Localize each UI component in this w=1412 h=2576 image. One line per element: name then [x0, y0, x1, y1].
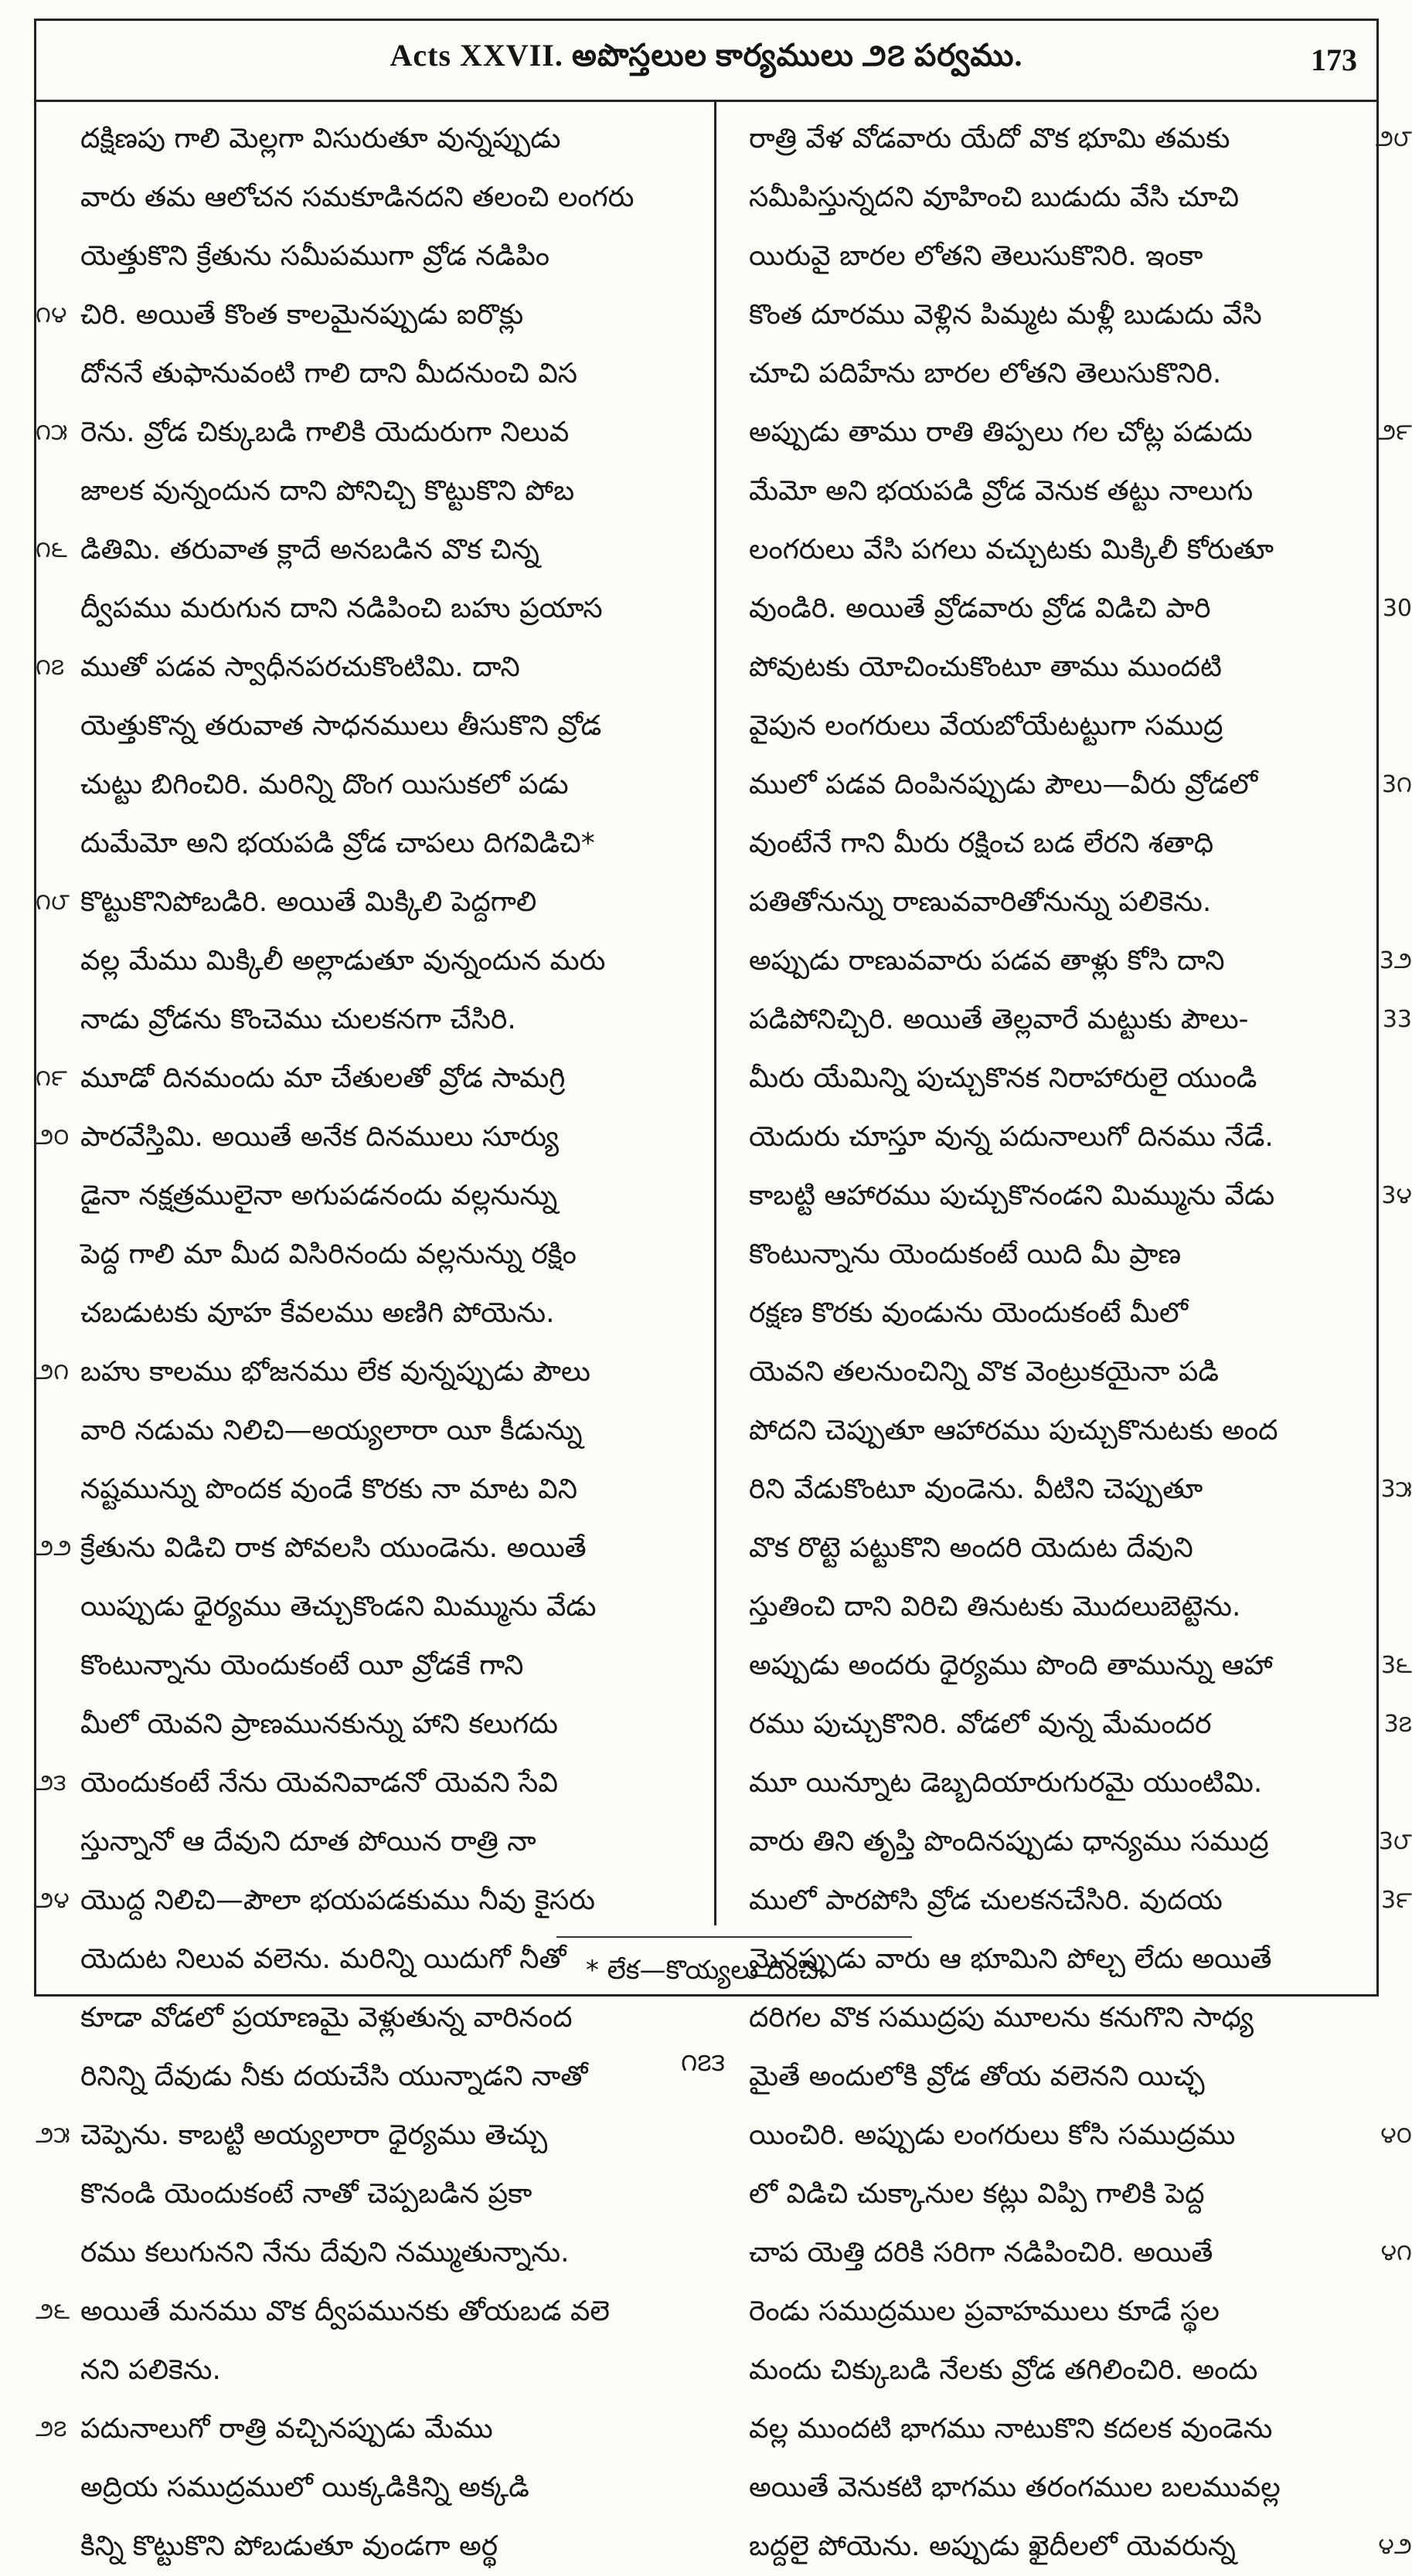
- text-line: [749, 110, 1412, 168]
- text-line: [80, 991, 691, 1049]
- verse-number: 3౬: [1380, 1652, 1412, 1679]
- line-text: పదునాలుగో రాత్రి వచ్చినప్పుడు మేము: [80, 2413, 493, 2445]
- text-line: [749, 1225, 1367, 1284]
- line-text: డితిమి. తరువాత క్లాదే అనబడిన వొక చిన్న: [80, 534, 539, 566]
- line-text: వైపున లంగరులు వేయబోయేటట్టుగా సముద్ర: [749, 710, 1223, 742]
- right-column: [749, 110, 1412, 2576]
- line-text: కొట్టుకొనిపోబడిరి. అయితే మిక్కిలి పెద్దగాలి: [80, 886, 537, 918]
- left-column: [36, 110, 691, 2576]
- line-text: అద్రియ సముద్రములో యిక్కడికిన్ని అక్కడి: [80, 2472, 529, 2503]
- text-line: [749, 756, 1412, 814]
- line-text: చాప యెత్తి దరికి సరిగా నడిపించిరి. అయితే: [749, 2237, 1213, 2268]
- line-text: పడిపోనిచ్చిరి. అయితే తెల్లవారే మట్టుకు పౌలు-: [749, 1004, 1249, 1035]
- line-text: యెదురు చూస్తూ వున్న పదునాలుగో దినము నేడే.: [749, 1121, 1274, 1153]
- line-text: పోదని చెప్పుతూ ఆహారము పుచ్చుకొనుటకు అంద: [749, 1415, 1278, 1446]
- line-text: వుండిరి. అయితే వ్రోడవారు వ్రోడ విడిచి పారి: [749, 593, 1211, 624]
- verse-number: ౨౨: [36, 1534, 72, 1562]
- text-line: [80, 2224, 691, 2282]
- text-line: [749, 227, 1367, 286]
- text-line: [749, 697, 1367, 756]
- verse-number: 3౨: [1379, 947, 1412, 974]
- text-line: [749, 1578, 1367, 1636]
- text-line: [749, 2106, 1412, 2165]
- verse-number: ౧౪: [36, 301, 67, 328]
- text-line: [749, 2165, 1367, 2224]
- verse-number: ౨౪: [36, 1887, 70, 1914]
- text-line: [749, 403, 1412, 462]
- text-line: [749, 814, 1367, 873]
- text-line: [80, 1578, 691, 1636]
- line-text: పతితోనున్ను రాణువవారితోనున్ను పలికెను.: [749, 886, 1212, 918]
- text-line: [749, 462, 1367, 521]
- text-line: [749, 2400, 1367, 2459]
- text-line: [749, 2224, 1412, 2282]
- line-text: రక్షణ కొరకు వుండును యెందుకంటే మీలో: [749, 1297, 1189, 1329]
- line-text: వల్ల మేము మిక్కిలీ అల్లాడుతూ వున్నందున మరు: [80, 945, 606, 977]
- line-text: యిరువై బారల లోతని తెలుసుకొనిరి. ఇంకా: [749, 240, 1203, 272]
- text-line: [36, 2106, 691, 2165]
- verse-number: ౨౭: [36, 2415, 67, 2442]
- line-text: నని పలికెను.: [80, 2354, 221, 2386]
- line-text: చబడుటకు వూహ కేవలము అణిగి పోయెను.: [80, 1297, 555, 1329]
- text-line: [80, 1813, 691, 1871]
- line-text: కిన్ని కొట్టుకొని పోబడుతూ వుండగా అర్థ: [80, 2530, 498, 2562]
- line-text: మీలో యెవని ప్రాణమునకున్ను హాని కలుగదు: [80, 1708, 558, 1740]
- line-text: కొంటున్నాను యెందుకంటే యిది మీ ప్రాణ: [749, 1239, 1182, 1270]
- text-line: [36, 873, 691, 932]
- text-line: [80, 345, 691, 403]
- text-line: [80, 756, 691, 814]
- verse-number: ౧౫: [36, 419, 68, 446]
- line-text: రాత్రి వేళ వోడవారు యేదో వొక భూమి తమకు: [749, 123, 1230, 155]
- text-line: [80, 168, 691, 227]
- text-line: [80, 227, 691, 286]
- verse-number: ౪౦: [1380, 2122, 1412, 2149]
- text-line: [749, 1167, 1412, 1225]
- line-text: రిని వేడుకొంటూ వుండెను. వీటిని చెప్పుతూ: [749, 1473, 1203, 1505]
- text-line: [749, 1636, 1412, 1695]
- verse-number: ౨౦: [36, 1123, 70, 1150]
- verse-number: ౪౧: [1380, 2239, 1412, 2266]
- text-line: [36, 1754, 691, 1813]
- text-line: [80, 697, 691, 756]
- column-divider: [714, 102, 716, 1925]
- line-text: మూ యిన్నూట డెబ్బదియారుగురమై యుంటిమి.: [749, 1767, 1263, 1799]
- line-text: దక్షిణపు గాలి మెల్లగా విసురుతూ వున్నప్పుడు: [80, 123, 561, 155]
- verse-number: ౨౯: [1377, 419, 1412, 446]
- text-line: [36, 521, 691, 579]
- line-text: మైతే అందులోకి వ్రోడ తోయ వలెనని యిచ్ఛ: [749, 2061, 1205, 2092]
- text-line: [749, 1989, 1367, 2048]
- line-text: రము పుచ్చుకొనిరి. వోడలో వున్న మేమందర: [749, 1708, 1212, 1740]
- line-text: దోననే తుఫానువంటి గాలి దాని మీదనుంచి విస: [80, 358, 578, 389]
- text-line: [749, 579, 1412, 638]
- line-text: అప్పుడు రాణువవారు పడవ తాళ్లు కోసి దాని: [749, 945, 1225, 977]
- line-text: మేమో అని భయపడి వ్రోడ వెనుక తట్టు నాలుగు: [749, 475, 1254, 507]
- text-line: [80, 2165, 691, 2224]
- line-text: నష్టమున్ను పొందక వుండే కొరకు నా మాట విని: [80, 1473, 577, 1505]
- verse-number: 3౧: [1381, 771, 1412, 798]
- verse-number: 3౯: [1380, 1887, 1412, 1914]
- verse-number: ౨౫: [36, 2122, 70, 2149]
- text-line: [80, 1402, 691, 1460]
- line-text: కూడా వోడలో ప్రయాణమై వెళ్లుతున్న వారినంద: [80, 2002, 573, 2034]
- line-text: యించిరి. అప్పుడు లంగరులు కోసి సముద్రము: [749, 2119, 1236, 2151]
- line-text: అప్పుడు తాము రాతి తిప్పలు గల చోట్ల పడుదు: [749, 416, 1253, 448]
- text-line: [36, 1519, 691, 1578]
- verse-number: 33: [1382, 1006, 1412, 1033]
- text-line: [80, 1167, 691, 1225]
- footnote: * లేక—కొయ్యలు దించి.: [585, 1955, 828, 1986]
- verse-number: ౨౩: [36, 1769, 66, 1796]
- text-line: [80, 579, 691, 638]
- text-line: [80, 1636, 691, 1695]
- verse-number: ౨౬: [36, 2298, 70, 2325]
- line-text: చిరి. అయితే కొంత కాలమైనప్పుడు ఐరొక్లు: [80, 299, 524, 331]
- text-line: [749, 2282, 1367, 2341]
- line-text: అయితే మనము వొక ద్వీపమునకు తోయబడ వలె: [80, 2296, 610, 2327]
- text-line: [749, 1108, 1367, 1167]
- text-line: [749, 1871, 1412, 1930]
- line-text: బద్దలై పోయెను. అప్పుడు ఖైదీలలో యెవరున్న: [749, 2530, 1236, 2562]
- line-text: ద్వీపము మరుగున దాని నడిపించి బహు ప్రయాస: [80, 593, 603, 624]
- text-line: [749, 2459, 1367, 2517]
- line-text: అప్పుడు అందరు ధైర్యము పొంది తామున్ను ఆహా: [749, 1650, 1273, 1681]
- text-line: [749, 1519, 1367, 1578]
- line-text: మందు చిక్కుబడి నేలకు వ్రోడ తగిలించిరి. అందు: [749, 2354, 1258, 2386]
- line-text: రము కలుగునని నేను దేవుని నమ్ముతున్నాను.: [80, 2237, 570, 2268]
- line-text: యిప్పుడు ధైర్యము తెచ్చుకొండని మిమ్మును వేడు: [80, 1591, 597, 1623]
- line-text: యెదుట నిలువ వలెను. మరిన్ని యిదుగో నీతో: [80, 1943, 567, 1975]
- text-line: [749, 286, 1367, 345]
- line-text: వారి నడుమ నిలిచి—అయ్యలారా యీ కీడున్ను: [80, 1415, 583, 1446]
- text-line: [36, 1871, 691, 1930]
- line-text: యొద్ద నిలిచి—పౌలా భయపడకుము నీవు కైసరు: [80, 1884, 595, 1916]
- line-text: కొనండి యెందుకంటే నాతో చెప్పబడిన ప్రకా: [80, 2178, 532, 2210]
- text-line: [749, 1813, 1412, 1871]
- text-line: [36, 638, 691, 697]
- text-line: [80, 2517, 691, 2576]
- verse-number: 3౭: [1383, 1711, 1412, 1738]
- text-line: [749, 345, 1367, 403]
- line-text: రెండు సముద్రముల ప్రవాహములు కూడే స్థల: [749, 2296, 1220, 2327]
- text-line: [749, 1754, 1367, 1813]
- text-line: [80, 1284, 691, 1343]
- text-line: [80, 932, 691, 991]
- text-line: [36, 403, 691, 462]
- text-line: [749, 2517, 1412, 2576]
- line-text: ములో పడవ దింపినప్పుడు పౌలు—వీరు వ్రోడలో: [749, 769, 1258, 800]
- line-text: దరిగల వొక సముద్రపు మూలను కనుగొని సాధ్య: [749, 2002, 1254, 2034]
- line-text: రెను. వ్రోడ చిక్కుబడి గాలికి యెదురుగా నిలువ: [80, 416, 570, 448]
- verse-number: 3౮: [1378, 1828, 1412, 1855]
- line-text: ముతో పడవ స్వాధీనపరచుకొంటిమి. దాని: [80, 651, 520, 683]
- line-text: యెవని తలనుంచిన్ని వొక వెంట్రుకయైనా పడి: [749, 1356, 1220, 1388]
- text-line: [749, 1049, 1367, 1108]
- line-text: యెత్తుకొని క్రేతును సమీపముగా వ్రోడ నడిపిం: [80, 240, 550, 272]
- line-text: క్రేతును విడిచి రాక పోవలసి యుండెను. అయితే: [80, 1532, 587, 1564]
- text-line: [749, 991, 1412, 1049]
- line-text: రినిన్ని దేవుడు నీకు దయచేసి యున్నాడని నాతో: [80, 2061, 588, 2092]
- text-line: [36, 1049, 691, 1108]
- verse-number: ౧౬: [36, 536, 67, 563]
- folio-number: ౧౭౩: [680, 2048, 726, 2077]
- text-line: [749, 2341, 1367, 2400]
- line-text: మీరు యేమిన్ని పుచ్చుకొనక నిరాహారులై యుండి: [749, 1062, 1257, 1094]
- verse-number: ౧౭: [36, 654, 65, 681]
- line-text: పోవుటకు యోచించుకొంటూ తాము ముందటి: [749, 651, 1222, 683]
- text-line: [36, 286, 691, 345]
- text-line: [80, 110, 691, 168]
- text-line: [749, 1460, 1412, 1519]
- line-text: పెద్ద గాలి మా మీద విసిరినందు వల్లనున్ను రక్షిం: [80, 1239, 577, 1270]
- line-text: మూడో దినమందు మా చేతులతో వ్రోడ సామగ్రి: [80, 1062, 566, 1094]
- line-text: వొక రొట్టె పట్టుకొని అందరి యెదుట దేవుని: [749, 1532, 1193, 1564]
- line-text: యెత్తుకొన్న తరువాత సాధనములు తీసుకొని వ్రోడ: [80, 710, 602, 742]
- line-text: కొంత దూరము వెళ్లిన పిమ్మట మళ్లీ బుడుదు వేసి: [749, 299, 1262, 331]
- verse-number: ౨౮: [1375, 125, 1412, 152]
- text-line: [80, 814, 691, 873]
- text-line: [749, 932, 1412, 991]
- verse-number: ౪౨: [1378, 2533, 1412, 2560]
- line-text: అయితే వెనుకటి భాగము తరంగముల బలమువల్ల: [749, 2472, 1281, 2503]
- text-line: [36, 1343, 691, 1402]
- text-line: [80, 1989, 691, 2048]
- line-text: చూచి పదిహేను బారల లోతని తెలుసుకొనిరి.: [749, 358, 1222, 389]
- line-text: మైనప్పుడు వారు ఆ భూమిని పోల్చ లేదు అయితే: [749, 1943, 1272, 1975]
- page-number: 173: [1311, 42, 1357, 77]
- line-text: వల్ల ముందటి భాగము నాటుకొని కదలక వుండెను: [749, 2413, 1273, 2445]
- line-text: చెప్పెను. కాబట్టి అయ్యలారా ధైర్యము తెచ్చు: [80, 2119, 548, 2151]
- line-text: సమీపిస్తున్నదని వూహించి బుడుదు వేసి చూచి: [749, 182, 1240, 213]
- text-line: [80, 462, 691, 521]
- text-line: [749, 1402, 1367, 1460]
- text-line: [80, 1695, 691, 1754]
- text-line: [36, 2282, 691, 2341]
- line-text: చుట్టు బిగించిరి. మరిన్ని దొంగ యిసుకలో పడు: [80, 769, 569, 800]
- footnote-rule: [556, 1936, 912, 1938]
- running-title: Acts XXVII. అపొస్తలుల కార్యములు ౨౭ పర్వము.: [390, 38, 1023, 73]
- line-text: వారు తమ ఆలోచన సమకూడినదని తలంచి లంగరు: [80, 182, 635, 213]
- line-text: బహు కాలము భోజనము లేక వున్నప్పుడు పౌలు: [80, 1356, 591, 1388]
- line-text: యెందుకంటే నేను యెవనివాడనో యెవని సేవి: [80, 1767, 558, 1799]
- line-text: నాడు వ్రోడను కొంచెము చులకనగా చేసిరి.: [80, 1004, 516, 1035]
- verse-number: ౨౧: [36, 1358, 70, 1385]
- text-line: [749, 521, 1367, 579]
- line-text: వుంటేనే గాని మీరు రక్షించ బడ లేరని శతాధి: [749, 828, 1214, 859]
- line-text: స్తుతించి దాని విరిచి తినుటకు మొదలుబెట్టెను.: [749, 1591, 1241, 1623]
- page-header: [34, 19, 1379, 102]
- text-line: [749, 873, 1367, 932]
- text-line: [80, 2459, 691, 2517]
- line-text: లో విడిచి చుక్కానుల కట్లు విప్పి గాలికి పెద్ద: [749, 2178, 1205, 2210]
- line-text: ములో పారపోసి వ్రోడ చులకనచేసిరి. వుదయ: [749, 1884, 1223, 1916]
- line-text: జాలక వున్నందున దాని పోనిచ్చి కొట్టుకొని పోబ: [80, 475, 575, 507]
- line-text: కాబట్టి ఆహారము పుచ్చుకొనండని మిమ్మును వేడు: [749, 1180, 1275, 1212]
- line-text: పారవేస్తిమి. అయితే అనేక దినములు సూర్యు: [80, 1121, 560, 1153]
- line-text: దుమేమో అని భయపడి వ్రోడ చాపలు దిగవిడిచి*: [80, 828, 595, 859]
- text-line: [749, 1343, 1367, 1402]
- text-line: [749, 1695, 1412, 1754]
- text-line: [36, 2400, 691, 2459]
- text-line: [749, 168, 1367, 227]
- verse-number: ౧౯: [36, 1065, 67, 1092]
- verse-number: 30: [1382, 595, 1412, 622]
- line-text: వారు తిని తృప్తి పొందినప్పుడు ధాన్యము సముద్ర: [749, 1826, 1269, 1857]
- text-line: [80, 1460, 691, 1519]
- verse-number: ౧౮: [36, 889, 70, 916]
- text-line: [749, 638, 1367, 697]
- text-line: [36, 1108, 691, 1167]
- line-text: కొంటున్నాను యెందుకంటే యీ వ్రోడకే గాని: [80, 1650, 524, 1681]
- verse-number: 3౫: [1380, 1476, 1412, 1503]
- line-text: స్తున్నానో ఆ దేవుని దూత పోయిన రాత్రి నా: [80, 1826, 536, 1857]
- verse-number: 3౪: [1381, 1182, 1412, 1209]
- text-line: [749, 1284, 1367, 1343]
- text-line: [80, 2341, 691, 2400]
- line-text: లంగరులు వేసి పగలు వచ్చుటకు మిక్కిలీ కోరుతూ: [749, 534, 1274, 566]
- text-line: [80, 1225, 691, 1284]
- line-text: డైనా నక్షత్రములైనా అగుపడనందు వల్లనున్ను: [80, 1180, 558, 1212]
